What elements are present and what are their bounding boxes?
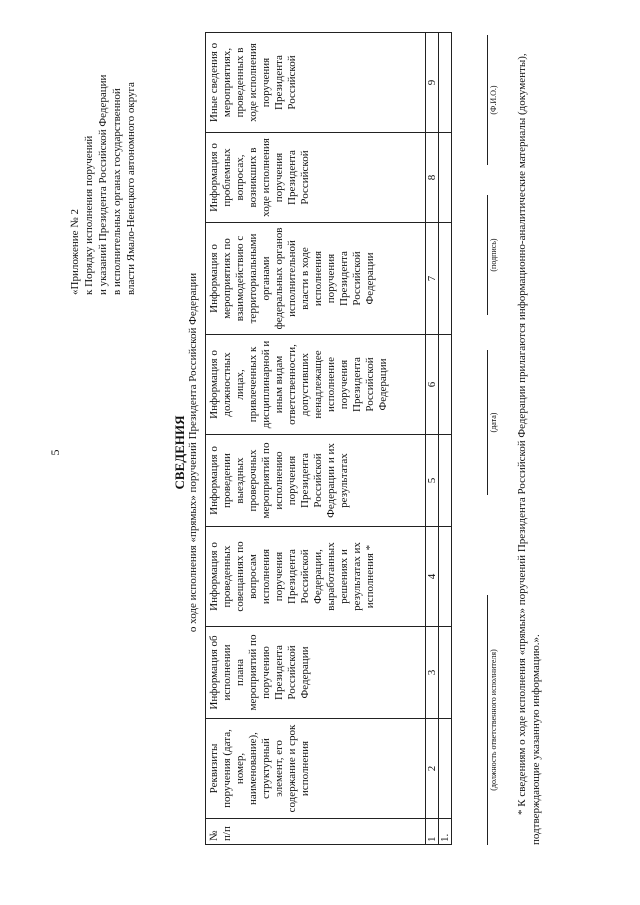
- document-title: СВЕДЕНИЯ: [172, 415, 187, 490]
- page-number: 5: [48, 449, 62, 456]
- sign-signature-line: [487, 195, 488, 315]
- appendix-line: «Приложение № 2: [69, 208, 81, 295]
- table-header-row: [206, 33, 426, 845]
- header-cell-problems: Информация о проблемных вопросах, возникших в ходе исполнения поручения Президента Российской: [206, 133, 426, 223]
- column-number: 6: [426, 335, 439, 435]
- position-label: (должность ответственного исполнителя): [489, 649, 498, 791]
- report-table: [205, 32, 452, 845]
- column-number: 1: [426, 819, 439, 845]
- name-label: (Ф.И.О.): [489, 85, 498, 115]
- table-cell: [439, 335, 452, 435]
- header-cell-number: № п/п: [206, 819, 426, 845]
- header-cell-inspections: Информация о проведении выездных проверочных мероприятий по исполнению поручения Президента Российской Федерации и их результатах: [206, 435, 426, 527]
- header-cell-meetings: Информация о проведенных совещаниях по вопросам исполнения поручения Президента Российской Федерации, выработанных решениях и результатах их исполнения *: [206, 527, 426, 627]
- appendix-header: [68, 0, 138, 295]
- header-cell-officials: Информация о должностных лицах, привлеченных к дисциплинарной и иным видам ответственности, допустивших ненадлежащее исполнение поручения Президента Российской Федерации: [206, 335, 426, 435]
- appendix-line: в исполнительных органах государственной: [111, 88, 123, 295]
- date-label: (дата): [489, 412, 498, 433]
- table-cell: [439, 719, 452, 819]
- table-cell: [439, 435, 452, 527]
- table-cell: [439, 627, 452, 719]
- column-number: 8: [426, 133, 439, 223]
- column-number: 2: [426, 719, 439, 819]
- table-cell: [439, 33, 452, 133]
- document-subtitle: о ходе исполнения «прямых» поручений Президента Российской Федерации: [187, 272, 199, 633]
- table-cell: [439, 527, 452, 627]
- position-signature-line: [487, 595, 488, 845]
- column-number: 7: [426, 223, 439, 335]
- sign-label: (подпись): [489, 238, 498, 272]
- table-cell: [439, 223, 452, 335]
- table-number-row: [426, 33, 439, 845]
- table-row: [439, 33, 452, 845]
- appendix-line: власти Ямало-Ненецкого автономного округа: [125, 82, 137, 295]
- table-cell: [439, 133, 452, 223]
- header-cell-requisites: Реквизиты поручения (дата, номер, наименование), структурный элемент, его содержание и срок исполнения: [206, 719, 426, 819]
- table-cell: 1.: [439, 819, 452, 845]
- appendix-line: к Порядку исполнения поручений: [83, 135, 95, 295]
- column-number: 4: [426, 527, 439, 627]
- column-number: 3: [426, 627, 439, 719]
- header-cell-other: Иные сведения о мероприятиях, проведенных в ходе исполнения поручения Президента Российской: [206, 33, 426, 133]
- footnote: * К сведениям о ходе исполнения «прямых» поручений Президента Российской Федерации прилагаются информационно-аналитические материалы (документы), подтверждающие указанную информацию.».: [516, 53, 542, 845]
- column-number: 5: [426, 435, 439, 527]
- column-number: 9: [426, 33, 439, 133]
- name-signature-line: [487, 35, 488, 165]
- appendix-line: и указаний Президента Российской Федерации: [97, 74, 109, 295]
- date-signature-line: [487, 350, 488, 495]
- header-cell-plan: Информация об исполнении плана мероприятий по поручению Президента Российской Федерации: [206, 627, 426, 719]
- header-cell-interaction: Информация о мероприятиях по взаимодействию с территориальными органами федеральных органов исполнительной власти в ходе исполнения поручения Президента Российской Федерации: [206, 223, 426, 335]
